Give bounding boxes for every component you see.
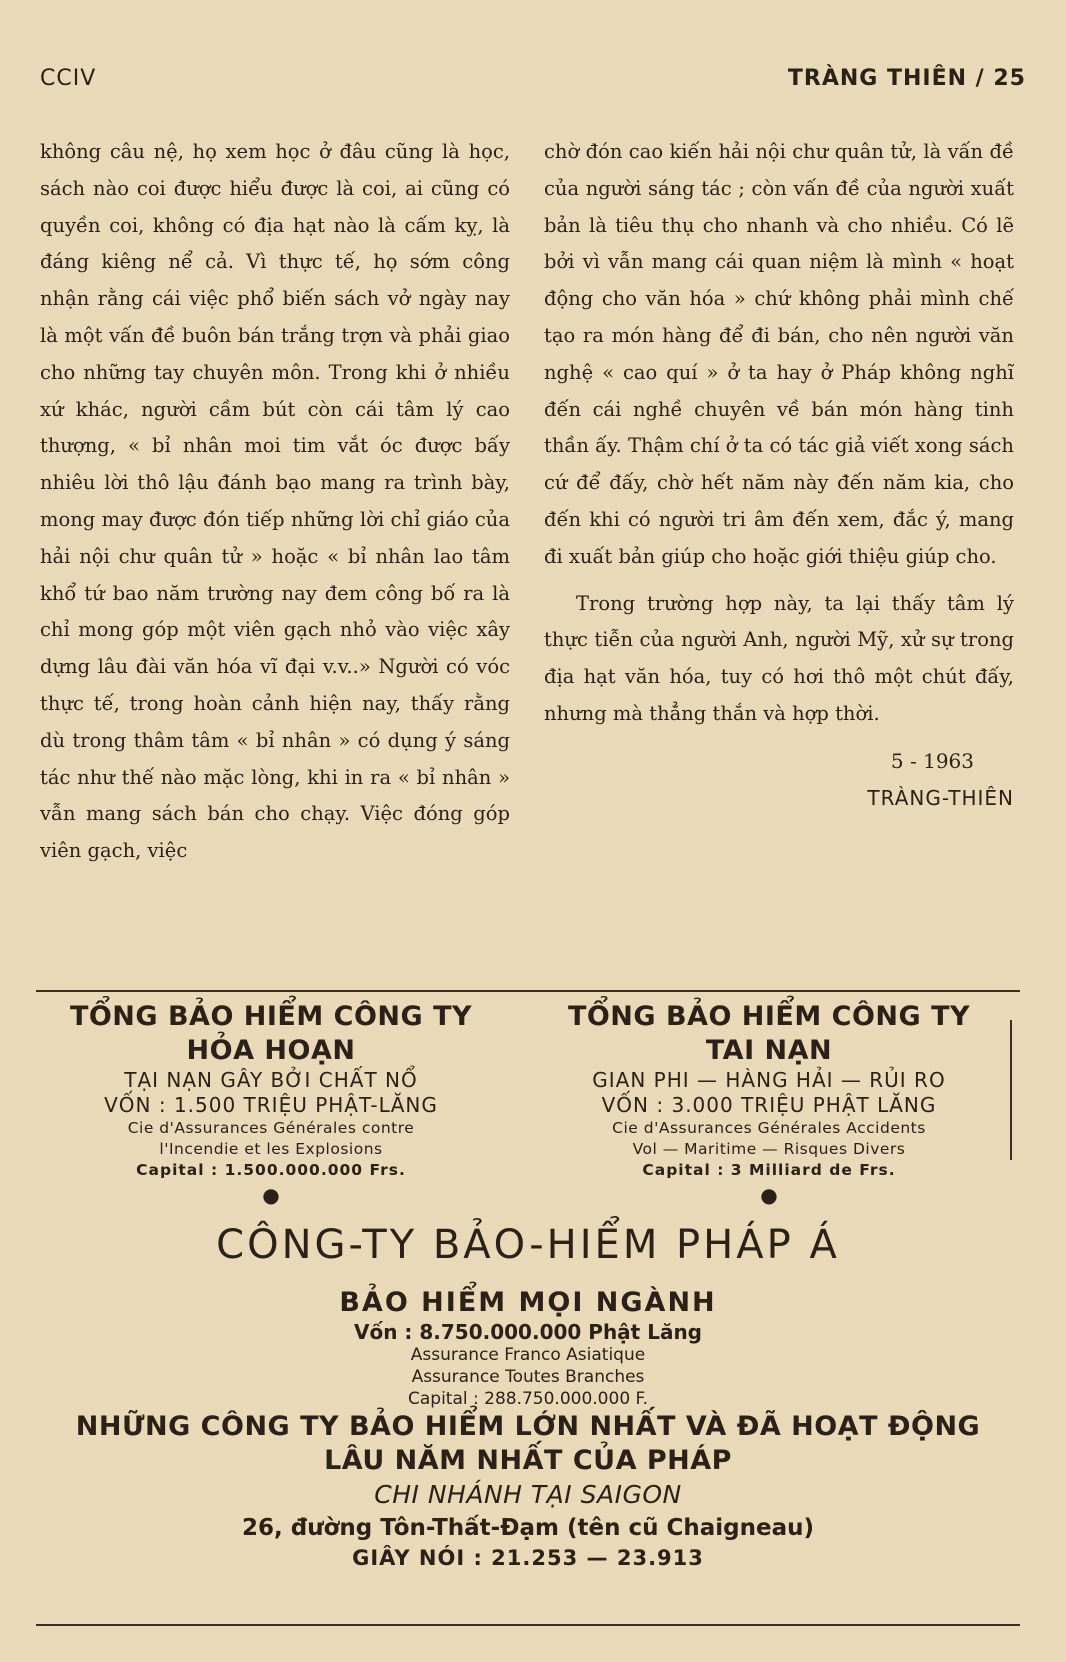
main-company-subtitle: BẢO HIỂM MỌI NGÀNH xyxy=(339,1287,717,1318)
article-column-right xyxy=(544,134,1014,816)
company-name-fr: l'Incendie et les Explosions xyxy=(159,1140,383,1158)
ad-company-fire xyxy=(36,1000,506,1207)
ad-side-rule xyxy=(1010,1020,1012,1160)
main-company-title: CÔNG-TY BẢO-HIỂM PHÁP Á xyxy=(216,1222,840,1268)
main-address: 26, đường Tôn-Thất-Đạm (tên cũ Chaigneau) xyxy=(241,1515,814,1541)
article-author: TRÀNG-THIÊN xyxy=(867,785,1014,810)
company-type: TAI NẠN xyxy=(705,1035,833,1066)
company-coverage: GIAN PHI — HÀNG HẢI — RỦI RO xyxy=(592,1068,946,1092)
article-paragraph: Trong trường hợp này, ta lại thấy tâm lý thực tiễn của người Anh, người Mỹ, xử sự trong địa hạt văn hóa, tuy có hơi thô một chút đấy, nhưng mà thẳng thắn và hợp thời. xyxy=(544,591,1014,725)
company-name-fr: Vol — Maritime — Risques Divers xyxy=(632,1140,906,1158)
folio-number: CCIV xyxy=(40,66,97,91)
company-capital-fr: Capital : 3 Milliard de Frs. xyxy=(642,1161,896,1179)
main-branch: CHI NHÁNH TẠI SAIGON xyxy=(374,1480,682,1509)
company-capital-vn: VỐN : 1.500 TRIỆU PHẬT-LĂNG xyxy=(104,1093,438,1117)
ad-bottom-rule xyxy=(36,1624,1020,1626)
article-date: 5 - 1963 xyxy=(890,748,974,773)
company-name-fr: Cie d'Assurances Générales Accidents xyxy=(612,1119,926,1137)
article-paragraph: chờ đón cao kiến hải nội chư quân tử, là vấn đề của người sáng tác ; còn vấn đề của người xuất bản là tiêu thụ cho nhanh và cho nhiều. Có lẽ bởi vì vẫn mang cái quan niệm là mình « hoạt động cho văn hóa » chứ không phải mình chế tạo ra món hàng để đi bán, cho nên người văn nghệ « cao quí » ở ta hay ở Pháp không nghĩ đến cái nghề chuyên về bán món hàng tinh thần ấy. Thậm chí ở ta có tác giả viết xong sách cứ để đấy, chờ hết năm này đến năm kia, cho đến khi có người tri âm đến xem, đắc ý, mang đi xuất bản giúp cho hoặc giới thiệu giúp cho. xyxy=(544,140,1014,568)
bullet-icon: ● xyxy=(760,1183,778,1207)
company-name-fr: Cie d'Assurances Générales contre xyxy=(127,1119,415,1137)
ad-main-company xyxy=(36,1218,1020,1572)
main-slogan: NHỮNG CÔNG TY BẢO HIỂM LỚN NHẤT VÀ ĐÃ HOẠT ĐỘNG xyxy=(75,1411,981,1442)
main-capital-fr: Capital : 288.750.000.000 F. xyxy=(407,1389,648,1409)
company-title: TỔNG BẢO HIỂM CÔNG TY xyxy=(69,1001,473,1032)
main-phone: GIÂY NÓI : 21.253 — 23.913 xyxy=(352,1546,704,1570)
main-name-fr: Assurance Franco Asiatique xyxy=(410,1345,646,1365)
company-type: HỎA HOẠN xyxy=(186,1035,356,1066)
insurance-advertisement xyxy=(36,990,1020,1630)
company-coverage: TẠI NẠN GÂY BỞI CHẤT NỔ xyxy=(124,1068,418,1092)
company-capital-fr: Capital : 1.500.000.000 Frs. xyxy=(136,1161,406,1179)
company-title: TỔNG BẢO HIỂM CÔNG TY xyxy=(567,1001,971,1032)
running-title: TRÀNG THIÊN / 25 xyxy=(787,66,1026,91)
ad-company-accident xyxy=(534,1000,1004,1207)
page-header xyxy=(40,66,1026,102)
article-signature xyxy=(544,743,1014,817)
main-name-fr: Assurance Toutes Branches xyxy=(411,1367,645,1387)
main-capital-vn: Vốn : 8.750.000.000 Phật Lăng xyxy=(353,1320,702,1344)
company-capital-vn: VỐN : 3.000 TRIỆU PHẬT LĂNG xyxy=(601,1093,937,1117)
bullet-icon: ● xyxy=(262,1183,280,1207)
ad-top-rule xyxy=(36,990,1020,992)
article-paragraph: không câu nệ, họ xem học ở đâu cũng là học, sách nào coi được hiểu được là coi, ai cũng có quyền coi, không có địa hạt nào là cấm kỵ, là đáng kiêng nể cả. Vì thực tế, họ sớm công nhận rằng cái việc phổ biến sách vở ngày nay là một vấn đề buôn bán trắng trợn và phải giao cho những tay chuyên môn. Trong khi ở nhiều xứ khác, người cầm bút còn cái tâm lý cao thượng, « bỉ nhân moi tim vắt óc được bấy nhiêu lời thô lậu đánh bạo mang ra trình bày, mong may được đón tiếp những lời chỉ giáo của hải nội chư quân tử » hoặc « bỉ nhân lao tâm khổ tứ bao năm trường nay đem công bố ra là chỉ mong góp một viên gạch nhỏ vào việc xây dựng lâu đài văn hóa vĩ đại v.v..» Người có vóc thực tế, trong hoàn cảnh hiện nay, thấy rằng dù trong thâm tâm « bỉ nhân » có dụng ý sáng tác như thế nào mặc lòng, khi in ra « bỉ nhân » vẫn mang sách bán cho chạy. Việc đóng góp viên gạch, việc xyxy=(40,140,510,863)
main-slogan: LÂU NĂM NHẤT CỦA PHÁP xyxy=(324,1445,732,1476)
article-column-left xyxy=(40,134,510,870)
